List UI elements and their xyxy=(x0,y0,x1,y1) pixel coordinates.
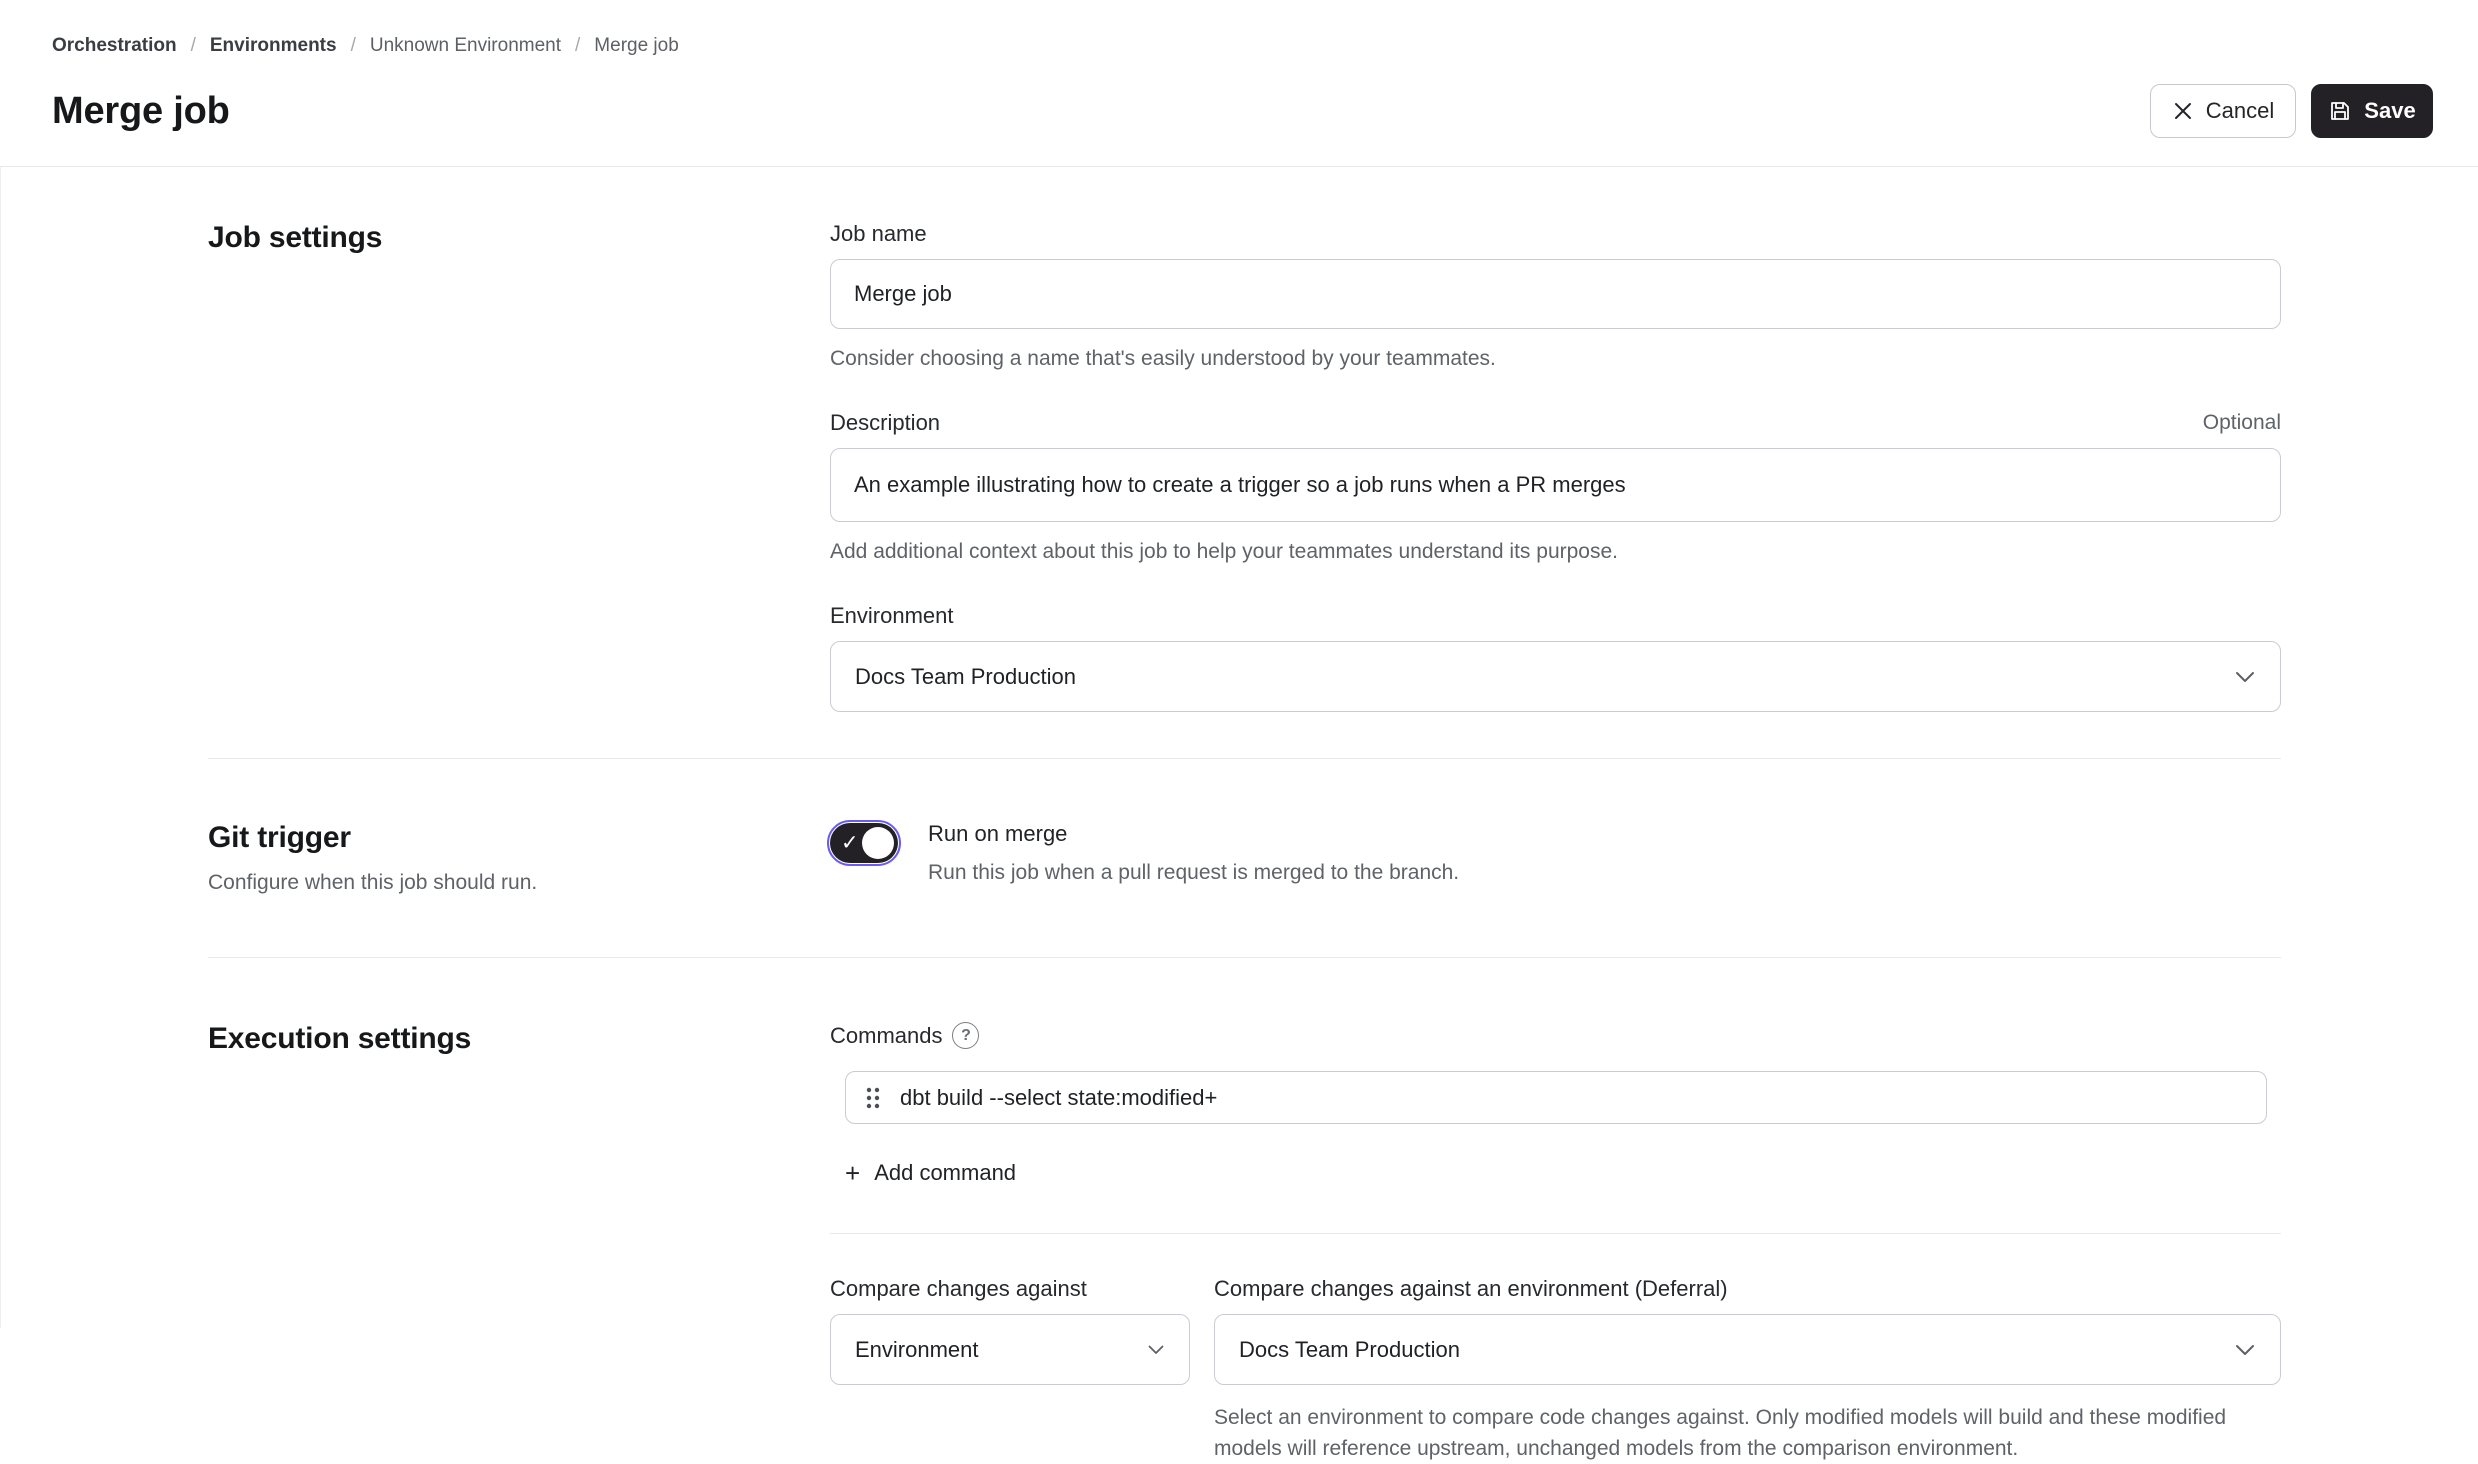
header-actions xyxy=(2150,84,2433,138)
run-on-merge-label: Run on merge xyxy=(928,821,1068,846)
close-icon xyxy=(2172,100,2194,122)
plus-icon: + xyxy=(845,1158,861,1188)
breadcrumb-current-merge-job: Merge job xyxy=(594,35,679,56)
section-job-settings xyxy=(208,167,2281,758)
save-button-label: Save xyxy=(2364,98,2416,123)
compare-against-label: Compare changes against xyxy=(830,1276,1087,1301)
page-header xyxy=(0,0,2478,166)
commands-label: Commands xyxy=(830,1022,943,1048)
environment-select[interactable] xyxy=(830,641,2281,712)
add-command-label: Add command xyxy=(874,1160,1017,1185)
job-form xyxy=(0,166,2478,1460)
section-execution-settings xyxy=(208,958,2281,1464)
chevron-down-icon xyxy=(2234,670,2256,684)
deferral-environment-field xyxy=(1214,1276,2281,1464)
add-command-button[interactable] xyxy=(845,1160,1016,1186)
environment-select-value: Docs Team Production xyxy=(855,663,1076,689)
deferral-environment-select[interactable] xyxy=(1214,1314,2281,1385)
chevron-down-icon xyxy=(2234,1343,2256,1357)
drag-handle-icon[interactable] xyxy=(864,1085,882,1111)
command-row xyxy=(845,1071,2267,1124)
cancel-button-label: Cancel xyxy=(2205,98,2275,123)
description-field xyxy=(830,410,2281,567)
toggle-knob xyxy=(862,827,894,859)
breadcrumb-separator: / xyxy=(350,35,356,56)
page-title: Merge job xyxy=(52,89,230,132)
job-name-field xyxy=(830,221,2281,374)
job-name-input[interactable] xyxy=(830,259,2281,329)
job-name-helper: Consider choosing a name that's easily understood by your teammates. xyxy=(830,347,1496,370)
compare-against-select[interactable] xyxy=(830,1314,1190,1385)
commands-divider xyxy=(830,1233,2281,1234)
environment-label: Environment xyxy=(830,603,954,628)
run-on-merge-description: Run this job when a pull request is merged to the branch. xyxy=(928,861,1460,884)
chevron-down-icon xyxy=(1147,1344,1165,1356)
description-helper: Add additional context about this job to help your teammates understand its purpose. xyxy=(830,540,1618,563)
save-icon xyxy=(2328,99,2352,123)
breadcrumb xyxy=(52,34,2433,58)
deferral-helper: Select an environment to compare code changes against. Only modified models will build and these modified models will reference upstream, unchanged models from the comparison environment. xyxy=(1214,1406,2227,1460)
environment-field xyxy=(830,603,2281,712)
description-optional-badge: Optional xyxy=(2202,411,2281,434)
description-label: Description xyxy=(830,410,941,435)
breadcrumb-separator: / xyxy=(575,35,581,56)
breadcrumb-unknown-environment[interactable]: Unknown Environment xyxy=(369,35,562,56)
job-settings-heading: Job settings xyxy=(208,221,383,254)
section-git-trigger xyxy=(208,759,2281,957)
cancel-button[interactable] xyxy=(2150,84,2296,138)
compare-against-value: Environment xyxy=(855,1336,979,1362)
git-trigger-heading: Git trigger xyxy=(208,821,351,854)
description-input[interactable] xyxy=(830,448,2281,522)
save-button[interactable] xyxy=(2311,84,2433,138)
execution-settings-heading: Execution settings xyxy=(208,1022,472,1055)
breadcrumb-orchestration[interactable]: Orchestration xyxy=(52,35,177,56)
compare-against-field xyxy=(830,1276,1190,1464)
breadcrumb-separator: / xyxy=(190,35,196,56)
question-help-icon[interactable]: ? xyxy=(952,1022,979,1049)
job-name-label: Job name xyxy=(830,221,927,246)
deferral-environment-value: Docs Team Production xyxy=(1239,1336,1460,1362)
run-on-merge-row xyxy=(830,821,2281,885)
breadcrumb-environments[interactable]: Environments xyxy=(209,35,337,56)
git-trigger-subheading: Configure when this job should run. xyxy=(208,871,538,894)
deferral-environment-label: Compare changes against an environment (Deferral) xyxy=(1214,1276,1728,1301)
run-on-merge-toggle[interactable] xyxy=(830,823,898,863)
check-icon: ✓ xyxy=(841,831,859,855)
command-input[interactable]: dbt build --select state:modified+ xyxy=(900,1084,1218,1110)
